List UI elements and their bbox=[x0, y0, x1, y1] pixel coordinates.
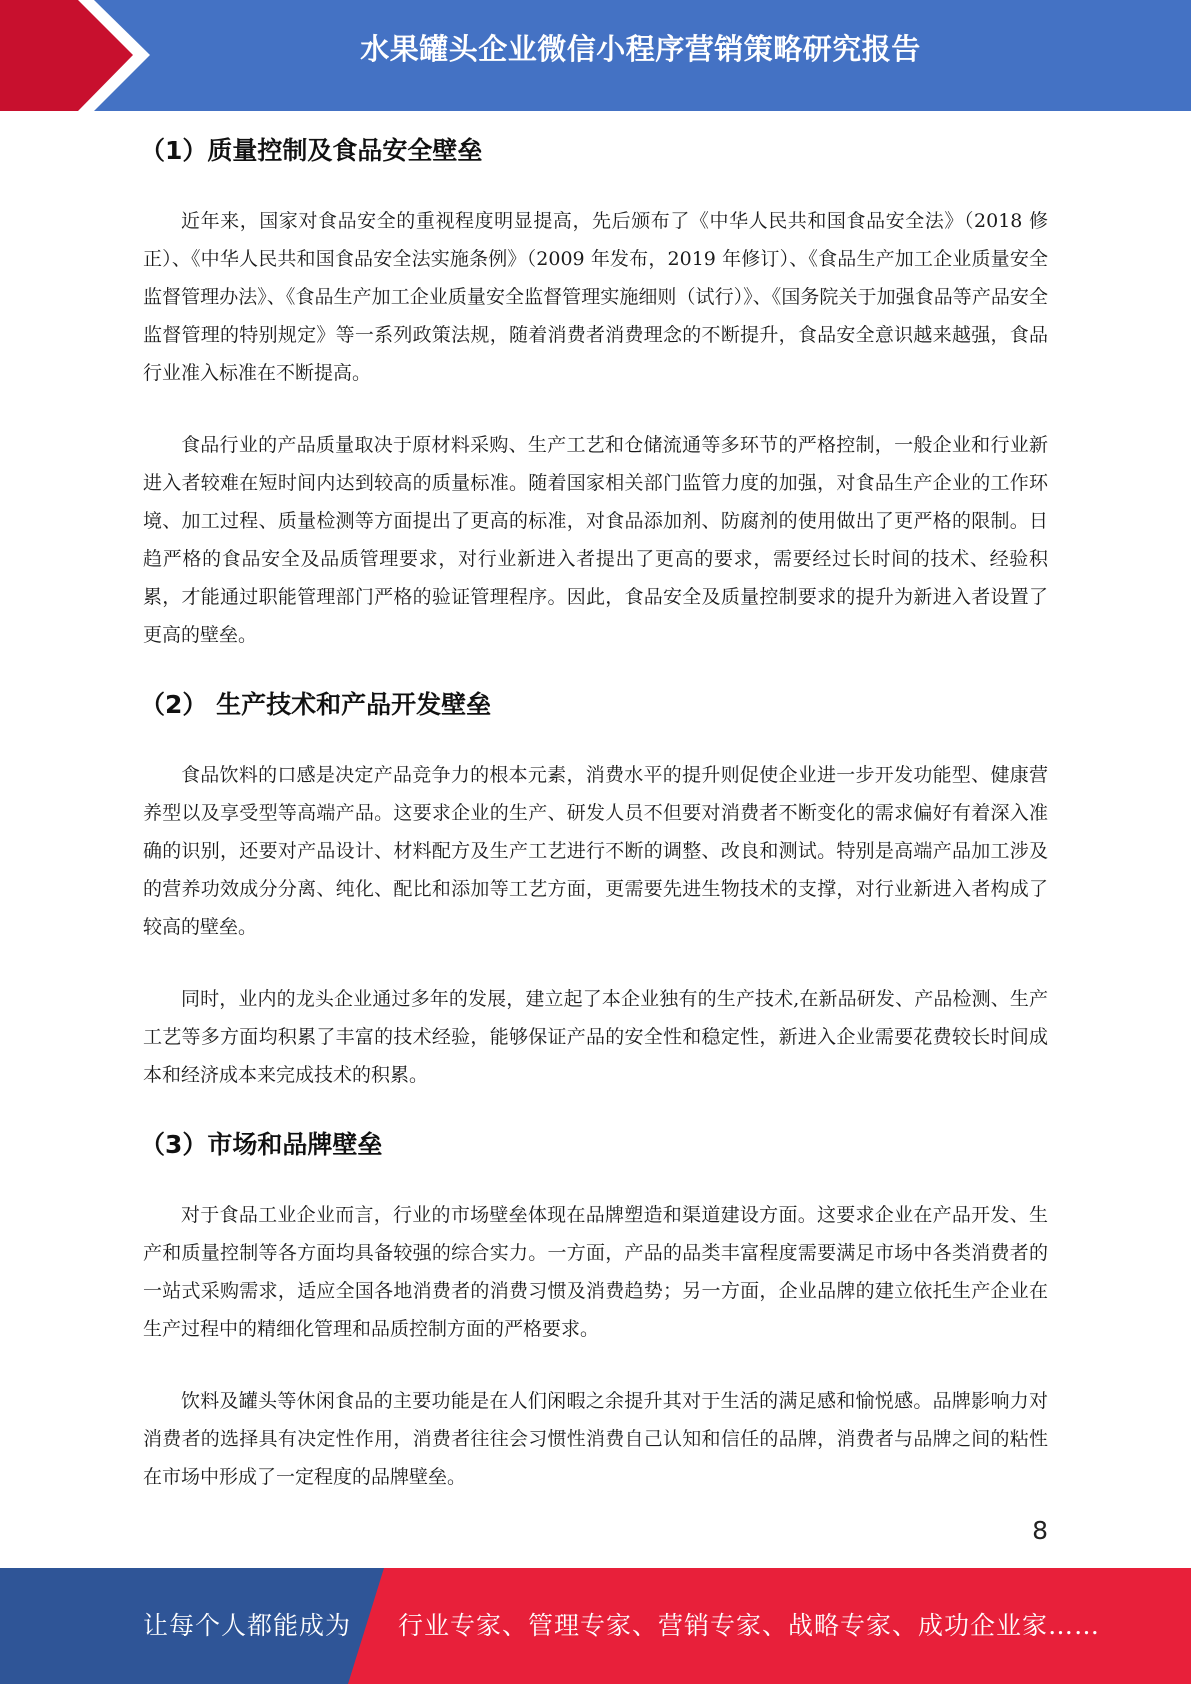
page-content bbox=[140, 118, 1048, 1530]
footer-slogan-right: 行业专家、管理专家、营销专家、战略专家、成功企业家…… bbox=[398, 1611, 1101, 1640]
footer-slogan-left: 让每个人都能成为 bbox=[143, 1611, 352, 1640]
section-market-brand bbox=[140, 1128, 1048, 1496]
header-arrow-decoration bbox=[0, 0, 160, 111]
section-production-technology bbox=[140, 688, 1048, 1094]
paragraph: 饮料及罐头等休闲食品的主要功能是在人们闲暇之余提升其对于生活的满足感和愉悦感。品牌影响力对消费者的选择具有决定性作用，消费者往往会习惯性消费自己认知和信任的品牌，消费者与品牌之间的粘性在市场中形成了一定程度的品牌壁垒。 bbox=[143, 1390, 1048, 1488]
paragraph: 同时，业内的龙头企业通过多年的发展，建立起了本企业独有的生产技术,在新品研发、产品检测、生产工艺等多方面均积累了丰富的技术经验，能够保证产品的安全性和稳定性，新进入企业需要花费较长时间成本和经济成本来完成技术的积累。 bbox=[143, 988, 1048, 1086]
report-title: 水果罐头企业微信小程序营销策略研究报告 bbox=[360, 32, 921, 66]
paragraph: 近年来，国家对食品安全的重视程度明显提高，先后颁布了《中华人民共和国食品安全法》（2018 修正）、《中华人民共和国食品安全法实施条例》（2009 年发布，2019 年修订）、《食品生产加工企业质量安全监督管理办法》、《食品生产加工企业质量安全监督管理实施细则（试行）》、《国务院关于加强食品等产品安全监督管理的特别规定》等一系列政策法规，随着消费者消费理念的不断提升，食品安全意识越来越强，食品行业准入标准在不断提高。 bbox=[143, 210, 1048, 384]
footer-banner bbox=[0, 1568, 1191, 1684]
section-quality-control bbox=[140, 134, 1048, 654]
paragraph: 食品行业的产品质量取决于原材料采购、生产工艺和仓储流通等多环节的严格控制，一般企业和行业新进入者较难在短时间内达到较高的质量标准。随着国家相关部门监管力度的加强，对食品生产企业的工作环境、加工过程、质量检测等方面提出了更高的标准，对食品添加剂、防腐剂的使用做出了更严格的限制。日趋严格的食品安全及品质管理要求，对行业新进入者提出了更高的要求，需要经过长时间的技术、经验积累，才能通过职能管理部门严格的验证管理程序。因此，食品安全及质量控制要求的提升为新进入者设置了更高的壁垒。 bbox=[143, 434, 1048, 646]
section-heading: （2） 生产技术和产品开发壁垒 bbox=[140, 690, 492, 719]
paragraph: 对于食品工业企业而言，行业的市场壁垒体现在品牌塑造和渠道建设方面。这要求企业在产品开发、生产和质量控制等各方面均具备较强的综合实力。一方面，产品的品类丰富程度需要满足市场中各类消费者的一站式采购需求，适应全国各地消费者的消费习惯及消费趋势；另一方面，企业品牌的建立依托生产企业在生产过程中的精细化管理和品质控制方面的严格要求。 bbox=[143, 1204, 1048, 1340]
header-banner bbox=[0, 0, 1191, 111]
section-heading: （3）市场和品牌壁垒 bbox=[140, 1130, 383, 1159]
page-number: 8 bbox=[1032, 1516, 1048, 1545]
section-heading: （1）质量控制及食品安全壁垒 bbox=[140, 136, 483, 165]
paragraph: 食品饮料的口感是决定产品竞争力的根本元素，消费水平的提升则促使企业进一步开发功能型、健康营养型以及享受型等高端产品。这要求企业的生产、研发人员不但要对消费者不断变化的需求偏好有着深入准确的识别，还要对产品设计、材料配方及生产工艺进行不断的调整、改良和测试。特别是高端产品加工涉及的营养功效成分分离、纯化、配比和添加等工艺方面，更需要先进生物技术的支撑，对行业新进入者构成了较高的壁垒。 bbox=[143, 764, 1048, 938]
